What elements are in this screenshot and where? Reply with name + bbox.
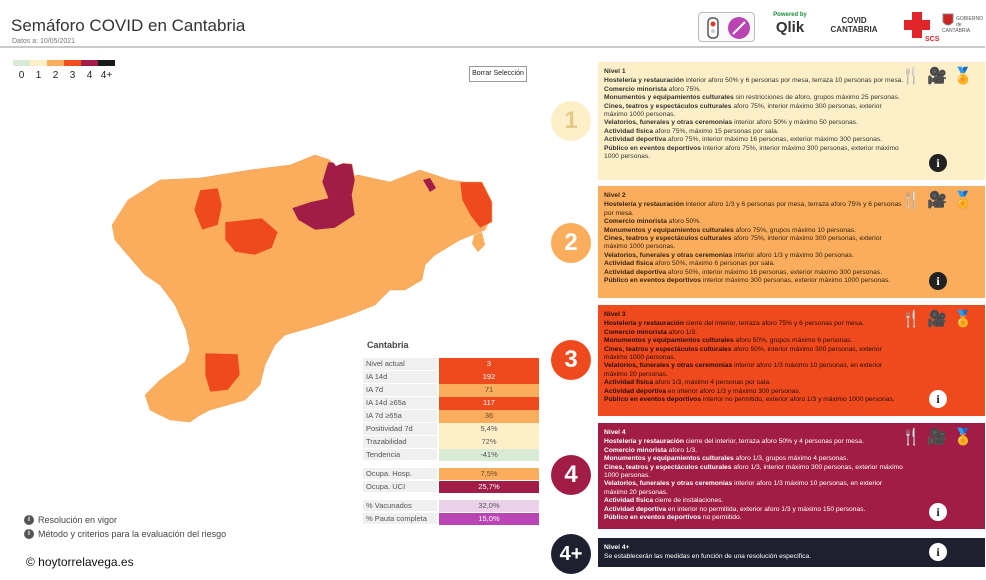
stats-label: IA 7d ≥65a [363,410,437,423]
semaforo-logo [698,12,755,42]
rule-detail: cierre del interior, terraza aforo 75% y 6 personas por mesa. [683,320,864,328]
stats-table [363,340,539,526]
legend-label: 3 [69,70,76,81]
level-rule [604,77,905,85]
rule-category: Comercio minorista [604,328,667,336]
level-rule [604,396,905,404]
info-icon[interactable]: i [929,503,947,521]
level-title: Nivel 4+ [604,544,630,551]
rule-detail: interior aforo 1/3 y 6 personas por mesa, terraza aforo 75% y 6 personas por mesa. [604,201,902,217]
level-rule [604,337,905,345]
level-rule [604,218,905,226]
stats-label: IA 14d ≥65a [363,397,437,410]
stats-label: % Pauta completa [363,513,437,526]
level-rule [604,464,905,481]
covid-cantabria-logo: COVID CANTABRIA [830,16,878,34]
rule-detail: no permitido. [701,514,742,522]
level-2-badge: 2 [551,223,591,263]
gobierno-logo: GOBIERNO de CANTABRIA [942,12,986,42]
rule-category: Cines, teatros y espectáculos culturales [604,102,732,110]
camera-icon: 🎥 [927,429,948,446]
legend-label: 4 [86,70,93,81]
stats-label: % Vacunados [363,500,437,513]
rule-detail: interior aforo 50% y máximo 50 personas. [732,119,858,127]
stats-row [363,397,539,410]
svg-text:SCS: SCS [925,36,940,43]
rule-category: Velatorios, funerales y otras ceremonias [604,362,733,370]
level-1-panel [598,62,985,180]
level-rule [604,235,905,252]
rule-detail: aforo 75%, interior máximo 300 personas, exterior máximo 1000 personas. [604,235,882,251]
scs-cross-icon [903,12,940,43]
level-rule [604,252,905,260]
rule-detail: aforo 1/3, interior máximo 300 personas, exterior máximo 1000 personas. [604,463,903,480]
qlik-logo: Powered by Qlik [773,12,807,36]
level-rule [604,497,905,505]
rule-category: Cines, teatros y espectáculos culturales [604,235,732,243]
level-rule [604,362,905,379]
stats-value: 7,5% [439,468,539,481]
stats-title: Cantabria [367,340,409,350]
level-title: Nivel 1 [604,68,626,75]
level-rule [604,269,905,277]
rule-category: Actividad física [604,497,654,505]
legend-swatch [98,60,115,66]
rule-category: Monumentos y equipamientos culturales [604,455,734,463]
copyright: © hoytorrelavega.es [26,555,134,569]
rule-category: Velatorios, funerales y otras ceremonias [604,251,733,259]
rule-detail: interior aforo 1/3 máximo 10 personas, en exterior máximo 20 personas. [604,480,883,496]
level-title: Nivel 2 [604,192,626,199]
stats-value: 192 [439,371,539,384]
level-rule [604,514,905,522]
stats-row [363,449,539,462]
legend-swatch [30,60,47,66]
utensils-icon: 🍴 [901,68,922,85]
level-rule [604,447,905,455]
level-1-badge: 1 [551,101,591,141]
legend-swatch [13,60,30,66]
rule-category: Cines, teatros y espectáculos culturales [604,463,732,471]
activity-icons [901,192,973,210]
info-icon[interactable]: i [929,272,947,290]
resolucion-link[interactable]: i Resolución en vigor [24,513,226,527]
rule-detail: interior aforo 1/3 y máximo 30 personas. [732,251,854,259]
info-icon[interactable]: i [929,390,947,408]
stats-value: 5,4% [439,423,539,436]
rule-category: Velatorios, funerales y otras ceremonias [604,119,733,127]
metodo-link[interactable]: i Método y criterios para la evaluación del riesgo [24,527,226,541]
stats-row [363,513,539,526]
rule-category: Monumentos y equipamientos culturales [604,337,734,345]
stats-value: 25,7% [439,481,539,494]
level-rule [604,438,905,446]
stats-row [363,423,539,436]
rule-category: Hostelería y restauración [604,438,684,446]
activity-icons [901,429,973,447]
rule-detail: interior aforo 50% y 6 personas por mesa, terraza 10 personas por mesa. [683,77,904,85]
rule-detail: aforo 50%, interior máximo 16 personas, exterior máximo 300 personas. [666,268,883,276]
camera-icon: 🎥 [927,192,948,209]
level-rule [604,379,905,387]
rule-detail: aforo 50%, interior máximo 300 personas, exterior máximo 1000 personas. [604,345,882,362]
stats-row [363,481,539,494]
links-area [24,513,226,541]
stats-value: 15,0% [439,513,539,526]
rule-detail: aforo 75%, grupos máximo 10 personas. [733,226,856,234]
stats-value: 72% [439,436,539,449]
level-rule [604,86,905,94]
stats-value: 71 [439,384,539,397]
stats-value: 32,0% [439,500,539,513]
level-5-panel [598,538,985,567]
rule-category: Actividad deportiva [604,387,667,395]
medal-icon: 🏅 [953,429,973,446]
rule-detail: aforo 50%, grupos máximo 6 personas. [733,337,853,345]
level-4-panel [598,423,985,529]
rule-category: Comercio minorista [604,85,667,93]
rule-detail: cierre del interior, terraza aforo 50% y 4 personas por mesa. [683,438,864,446]
legend-label: 2 [52,70,59,81]
level-rule [604,128,905,136]
map-region-east-island[interactable] [472,232,485,252]
scs-logo [903,12,940,43]
stats-row [363,500,539,513]
medal-icon: 🏅 [953,68,973,85]
rule-category: Hostelería y restauración [604,77,684,85]
rule-category: Público en eventos deportivos [604,396,701,404]
rule-category: Actividad deportiva [604,268,667,276]
data-date: Datos a: 10/05/2021 [12,38,76,45]
level-rule [604,136,905,144]
stats-value: 117 [439,397,539,410]
rule-detail: Se establecerán las medidas en función de una resolución específica. [604,553,812,561]
level-title: Nivel 4 [604,429,626,436]
stats-label: IA 7d [363,384,437,397]
stats-row [363,468,539,481]
rule-category: Actividad física [604,260,654,268]
level-rule [604,103,905,120]
rule-detail: interior aforo 1/3 máximo 10 personas, en exterior máximo 20 personas. [604,362,883,378]
rule-category: Público en eventos deportivos [604,514,701,522]
rule-detail: aforo 75%, interior máximo 300 personas, exterior máximo 1000 personas. [604,102,882,119]
rule-detail: aforo 1/3, grupos máximo 4 personas. [733,455,849,463]
clear-selection-button[interactable]: Borrar Selección [469,66,527,82]
level-rule [604,119,905,127]
rule-detail: aforo 75%. [666,85,702,93]
rule-detail: aforo 1/3. [666,446,697,454]
rule-category: Hostelería y restauración [604,201,684,209]
rule-category: Actividad física [604,127,654,135]
level-3-badge: 3 [551,340,591,380]
rule-detail: en interior aforo 1/3 y máximo 300 personas. [666,387,801,395]
info-icon: i [24,529,34,539]
coat-of-arms-icon [942,12,954,28]
rule-category: Actividad física [604,379,654,387]
rule-detail: aforo 50%. [666,218,702,226]
level-title: Nivel 3 [604,311,626,318]
activity-icons [901,68,973,86]
utensils-icon: 🍴 [901,192,922,209]
activity-icons [901,311,973,329]
level-3-panel [598,305,985,416]
level-rule [604,201,905,218]
level-rule [604,94,905,102]
stats-row [363,384,539,397]
stats-label: Tendencia [363,449,437,462]
page-title: Semáforo COVID en Cantabria [11,16,246,35]
level-2-panel [598,186,985,298]
info-icon[interactable]: i [929,543,947,561]
stats-label: Nivel actual [363,358,437,371]
rule-detail: sin restricciones de aforo, grupos máximo 25 personas. [733,94,900,102]
stats-row [363,436,539,449]
level-rule [604,346,905,363]
legend-label: 0 [18,70,25,81]
legend-label: 1 [35,70,42,81]
stats-label: Ocupa. Hosp. [363,468,437,481]
level-rule [604,506,905,514]
rule-detail: aforo 75%, máximo 15 personas por sala. [653,127,779,135]
level-rule [604,227,905,235]
rule-detail: cierre de instalaciones. [653,497,724,505]
rule-category: Comercio minorista [604,218,667,226]
utensils-icon: 🍴 [901,311,922,328]
rule-detail: interior no permitido, exterior aforo 1/3 y máximo 1000 personas. [701,396,895,404]
app-header [0,0,985,48]
level-rule [604,145,905,162]
rule-detail: aforo 75%, interior máximo 16 personas, exterior máximo 300 personas. [666,136,883,144]
stats-value: -41% [439,449,539,462]
level-rule [604,388,905,396]
rule-category: Monumentos y equipamientos culturales [604,94,734,102]
utensils-icon: 🍴 [901,429,922,446]
level-5-badge: 4+ [551,534,591,574]
legend-swatch [64,60,81,66]
level-rule [604,320,905,328]
level-rule [604,329,905,337]
camera-icon: 🎥 [927,311,948,328]
legend-swatch [81,60,98,66]
level-rule [604,277,905,285]
level-rule [604,260,905,268]
level-rule [604,553,905,561]
info-icon[interactable]: i [929,154,947,172]
rule-detail: en interior no permitida, exterior aforo 1/3 y máximo 150 personas. [666,505,866,513]
level-rule [604,480,905,497]
rule-category: Velatorios, funerales y otras ceremonias [604,480,733,488]
rule-category: Actividad deportiva [604,505,667,513]
level-legend [13,60,115,81]
legend-label: 4+ [100,70,113,81]
camera-icon: 🎥 [927,68,948,85]
medal-icon: 🏅 [953,192,973,209]
rule-detail: aforo 1/3, máximo 4 personas por sala. [653,379,771,387]
rule-detail: aforo 1/3. [666,328,697,336]
rule-category: Cines, teatros y espectáculos culturales [604,345,732,353]
rule-category: Actividad deportiva [604,136,667,144]
rule-category: Público en eventos deportivos [604,144,701,152]
stats-label: Trazabilidad [363,436,437,449]
rule-detail: aforo 50%, máximo 6 personas por sala. [653,260,775,268]
rule-category: Público en eventos deportivos [604,277,701,285]
stats-value: 3 [439,358,539,371]
rule-detail: interior máximo 300 personas, exterior máximo 1000 personas. [701,277,891,285]
info-icon: i [24,515,34,525]
level-4-badge: 4 [551,455,591,495]
stats-label: Ocupa. UCI [363,481,437,494]
rule-detail: interior aforo 75%, interior máximo 300 personas, exterior máximo 1000 personas. [604,144,899,161]
rule-category: Monumentos y equipamientos culturales [604,226,734,234]
stats-value: 36 [439,410,539,423]
level-rule [604,455,905,463]
legend-swatch [47,60,64,66]
stats-row [363,358,539,371]
stats-row [363,371,539,384]
medal-icon: 🏅 [953,311,973,328]
stats-label: Positividad 7d [363,423,437,436]
rule-category: Comercio minorista [604,446,667,454]
stats-label: IA 14d [363,371,437,384]
traffic-light-icon [699,13,756,43]
rule-category: Hostelería y restauración [604,320,684,328]
stats-row [363,410,539,423]
